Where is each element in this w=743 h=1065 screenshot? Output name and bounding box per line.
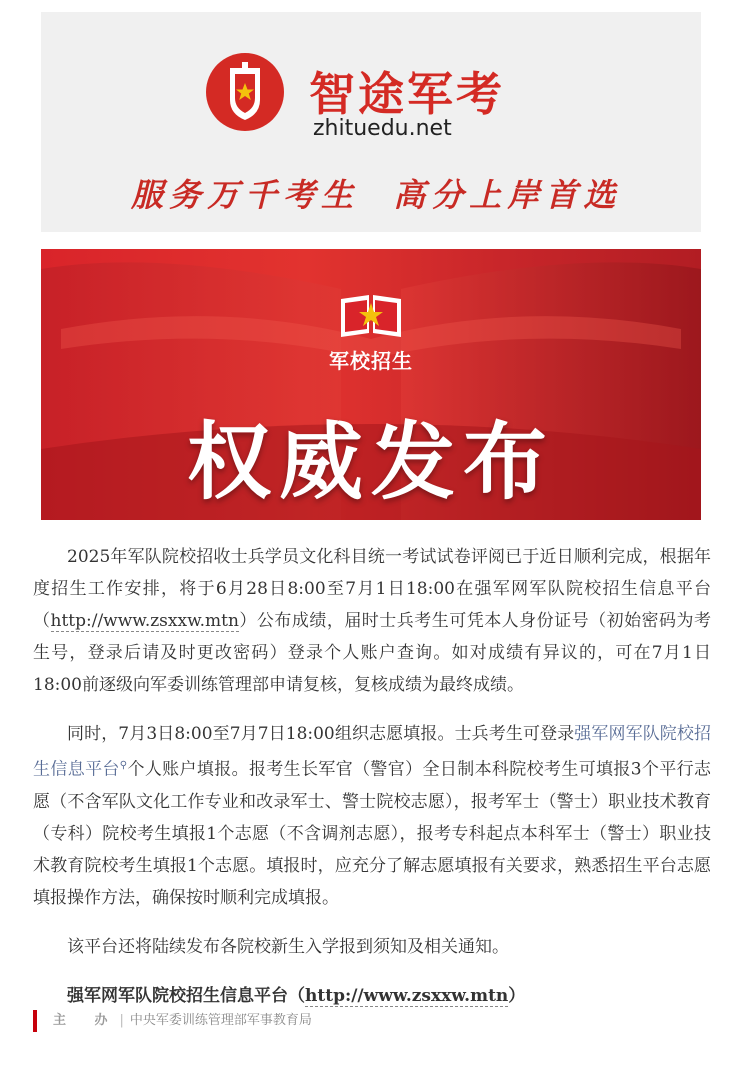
footer-separator: | xyxy=(119,1013,124,1028)
book-star-icon xyxy=(341,295,401,337)
slogan: 服务万千考生 高分上岸首选 xyxy=(131,176,622,214)
paragraph-results: 2025年军队院校招收士兵学员文化科目统一考试试卷评阅已于近日顺利完成，根据年度招生工作安排，将于6月28日8:00至7月1日18:00在强军网军队院校招生信息平台（http://www.zsxxw.mtn）公布成绩，届时士兵考生可凭本人身份证号（初始密码为考生号，登录后请及时更改密码）登录个人账户查询。如对成绩有异议的，可在7月1日18:00前逐级向军委训练管理部申请复核，复核成绩为最终成绩。 xyxy=(33,547,712,695)
announcement-banner xyxy=(41,249,701,520)
platform-url: http://www.zsxxw.mtn xyxy=(50,611,239,631)
sponsor-footer xyxy=(33,1010,312,1032)
brand-name: 智途军考 xyxy=(309,67,505,121)
footer-label: 主 办 xyxy=(53,1013,120,1028)
platform-link[interactable]: 强军网军队院校招生信息平台 xyxy=(33,724,711,780)
article-body xyxy=(33,541,711,1029)
platform-url-bold: http://www.zsxxw.mtn xyxy=(305,985,509,1006)
brand-banner xyxy=(41,12,701,232)
banner-logo-label: 军校招生 xyxy=(329,349,413,373)
brand-url: zhituedu.net xyxy=(313,116,452,141)
footer-org: 中央军委训练管理部军事教育局 xyxy=(129,1013,312,1028)
banner-title: 权威发布 xyxy=(186,413,555,511)
shield-logo-icon xyxy=(206,50,284,134)
paragraph-notice: 该平台还将陆续发布各院校新生入学报到须知及相关通知。 xyxy=(67,936,509,957)
platform-name-line: 强军网军队院校招生信息平台（http://www.zsxxw.mtn） xyxy=(67,985,526,1006)
search-icon[interactable]: ⚲ xyxy=(119,760,128,771)
paragraph-volunteer: 同时，7月3日8:00至7月7日18:00组织志愿填报。士兵考生可登录强军网军队院校招生信息平台⚲个人账户填报。报考生长军官（警官）全日制本科院校考生可填报3个平行志愿（不含军队文化工作专业和改录军士、警士院校志愿），报考军士（警士）职业技术教育（专科）院校考生填报1个志愿（不含调剂志愿），报考专科起点本科军士（警士）职业技术教育院校考生填报1个志愿。填报时，应充分了解志愿填报有关要求，熟悉招生平台志愿填报操作方法，确保按时顺利完成填报。 xyxy=(33,724,711,908)
